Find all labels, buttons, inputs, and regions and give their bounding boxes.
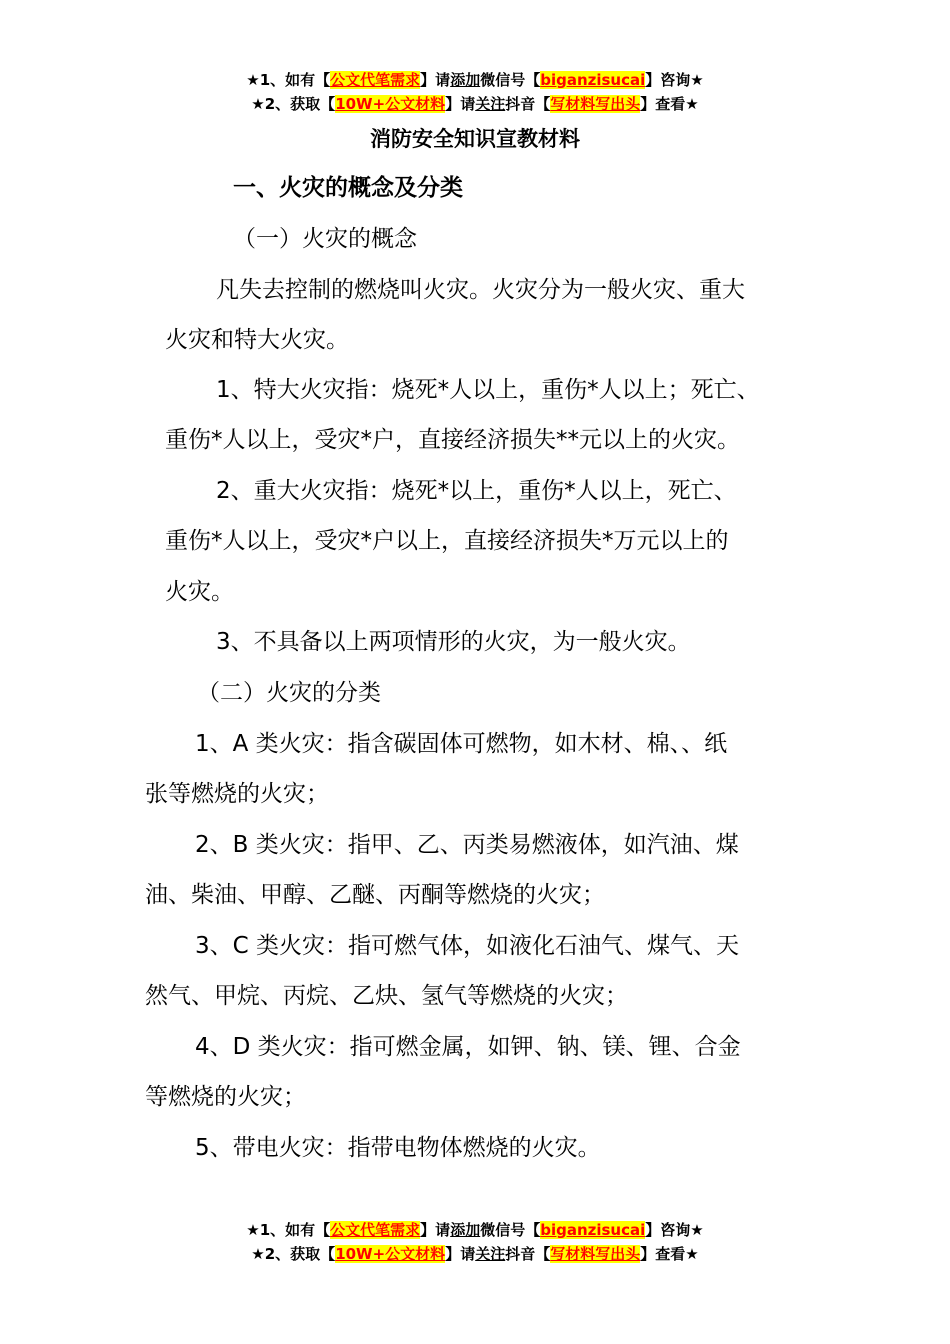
paragraph-line: 3、C 类火灾：指可燃气体，如液化石油气、煤气、天 bbox=[195, 933, 740, 959]
banner-text: 抖音【 bbox=[505, 95, 551, 113]
banner-text: 微信号【 bbox=[480, 71, 541, 89]
banner-text: 微信号【 bbox=[480, 1221, 541, 1239]
paragraph-line: 1、特大火灾指：烧死*人以上，重伤*人以上；死亡、 bbox=[216, 377, 760, 403]
banner-underlined: 关注 bbox=[475, 95, 506, 113]
banner-line-2 bbox=[0, 92, 950, 116]
paragraph-line: 凡失去控制的燃烧叫火灾。火灾分为一般火灾、重大 bbox=[216, 277, 745, 303]
paragraph-line: 火灾。 bbox=[165, 579, 234, 605]
banner-text: ★2、获取【 bbox=[251, 95, 336, 113]
footer-banner bbox=[0, 1218, 950, 1266]
paragraph-line: 2、B 类火灾：指甲、乙、丙类易燃液体，如汽油、煤 bbox=[195, 832, 739, 858]
paragraph-line: 重伤*人以上，受灾*户以上，直接经济损失*万元以上的 bbox=[165, 528, 729, 554]
banner-underlined: 添加 bbox=[450, 71, 481, 89]
paragraph-line: 火灾和特大火灾。 bbox=[165, 327, 349, 353]
banner-wechat-id: biganzisucai bbox=[540, 1221, 646, 1239]
banner-text: 抖音【 bbox=[505, 1245, 551, 1263]
banner-text: 】请 bbox=[445, 1245, 476, 1263]
paragraph-line: 重伤*人以上，受灾*户，直接经济损失**元以上的火灾。 bbox=[165, 427, 740, 453]
banner-line-1 bbox=[0, 1218, 950, 1242]
paragraph-line: 5、带电火灾：指带电物体燃烧的火灾。 bbox=[195, 1135, 601, 1161]
banner-text: ★1、如有【 bbox=[246, 71, 331, 89]
paragraph-line: 然气、甲烷、丙烷、乙炔、氢气等燃烧的火灾； bbox=[145, 983, 628, 1009]
banner-text: ★2、获取【 bbox=[251, 1245, 336, 1263]
banner-text: 】查看★ bbox=[640, 95, 699, 113]
banner-douyin-id: 写材料写出头 bbox=[550, 95, 641, 113]
banner-line-2 bbox=[0, 1242, 950, 1266]
banner-highlight: 公文代笔需求 bbox=[330, 1221, 421, 1239]
section-heading: 一、火灾的概念及分类 bbox=[233, 175, 463, 201]
banner-highlight: 10W+公文材料 bbox=[335, 1245, 446, 1263]
banner-douyin-id: 写材料写出头 bbox=[550, 1245, 641, 1263]
banner-text: 】咨询★ bbox=[645, 1221, 704, 1239]
banner-underlined: 关注 bbox=[475, 1245, 506, 1263]
paragraph-line: 等燃烧的火灾； bbox=[145, 1084, 306, 1110]
subheading-classification: （二）火灾的分类 bbox=[197, 680, 381, 706]
paragraph-line: 1、A 类火灾：指含碳固体可燃物，如木材、棉、、纸 bbox=[195, 731, 728, 757]
banner-text: 】查看★ bbox=[640, 1245, 699, 1263]
banner-text: 】请 bbox=[420, 71, 451, 89]
banner-underlined: 添加 bbox=[450, 1221, 481, 1239]
banner-text: 】咨询★ bbox=[645, 71, 704, 89]
banner-highlight: 公文代笔需求 bbox=[330, 71, 421, 89]
paragraph-line: 油、柴油、甲醇、乙醚、丙酮等燃烧的火灾； bbox=[145, 882, 605, 908]
banner-text: ★1、如有【 bbox=[246, 1221, 331, 1239]
paragraph-line: 4、D 类火灾：指可燃金属，如钾、钠、镁、锂、合金 bbox=[195, 1034, 741, 1060]
banner-wechat-id: biganzisucai bbox=[540, 71, 646, 89]
banner-text: 】请 bbox=[420, 1221, 451, 1239]
banner-text: 】请 bbox=[445, 95, 476, 113]
subheading-concept: （一）火灾的概念 bbox=[233, 226, 417, 252]
banner-line-1 bbox=[0, 68, 950, 92]
document-title: 消防安全知识宣教材料 bbox=[370, 127, 580, 151]
paragraph-line: 3、不具备以上两项情形的火灾，为一般火灾。 bbox=[216, 629, 691, 655]
paragraph-line: 2、重大火灾指：烧死*以上，重伤*人以上，死亡、 bbox=[216, 478, 737, 504]
paragraph-line: 张等燃烧的火灾； bbox=[145, 781, 329, 807]
banner-highlight: 10W+公文材料 bbox=[335, 95, 446, 113]
header-banner bbox=[0, 68, 950, 116]
